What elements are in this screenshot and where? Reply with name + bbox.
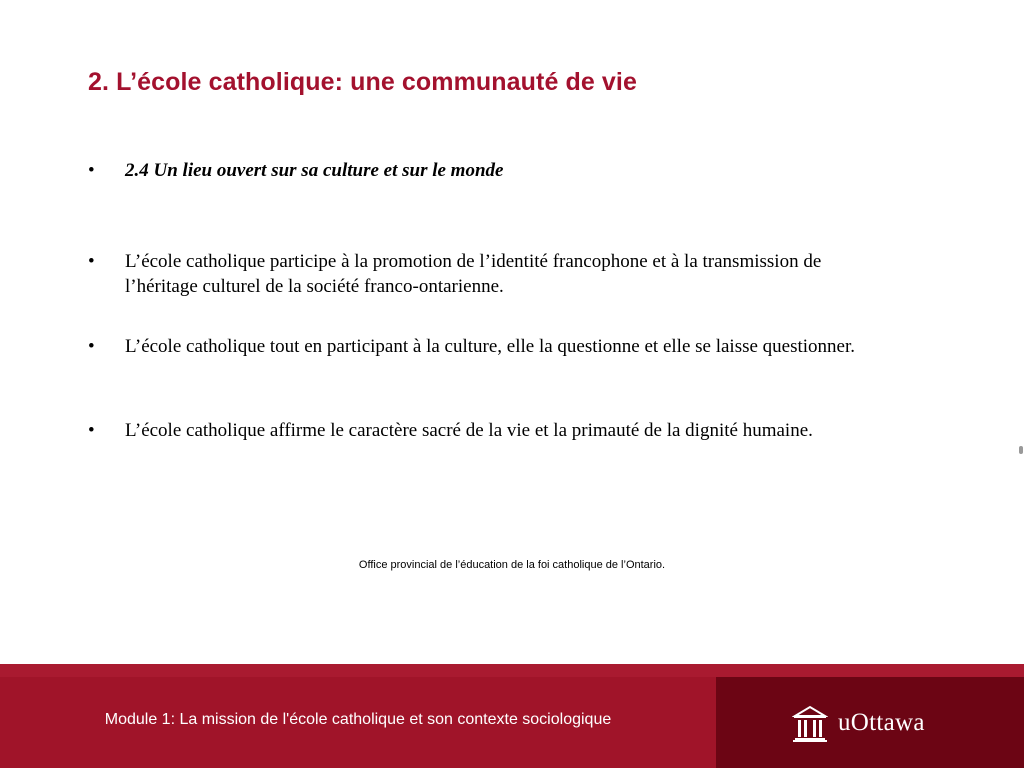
bullet-marker: • <box>88 336 95 357</box>
module-title: Module 1: La mission de l'école catholique et son contexte sociologique <box>104 711 612 728</box>
source-citation: Office provincial de l’éducation de la foi catholique de l’Ontario. <box>358 559 666 571</box>
slide-title: 2. L’école catholique: une communauté de vie <box>88 68 637 96</box>
subheading-bullet <box>88 158 888 183</box>
bullet-marker: • <box>88 420 95 441</box>
logo-wordmark: uOttawa <box>838 709 925 736</box>
bullet-marker: • <box>88 251 95 272</box>
building-icon <box>792 704 828 742</box>
bullet-text: L’école catholique affirme le caractère sacré de la vie et la primauté de la dignité humaine. <box>125 420 813 441</box>
bullet-item <box>88 249 888 299</box>
uottawa-logo <box>792 704 925 742</box>
bullet-text: L’école catholique participe à la promotion de l’identité francophone et à la transmission de l’héritage culturel de la société franco-ontarienne. <box>125 251 822 297</box>
bullet-marker: • <box>88 160 95 181</box>
bullet-text: L’école catholique tout en participant à la culture, elle la questionne et elle se laisse questionner. <box>125 336 856 357</box>
edge-mark <box>1019 446 1023 454</box>
footer-top-stripe <box>0 664 1024 677</box>
subheading-text: 2.4 Un lieu ouvert sur sa culture et sur le monde <box>125 160 504 181</box>
bullet-item <box>88 334 888 359</box>
bullet-item <box>88 418 888 443</box>
footer-band <box>0 664 1024 768</box>
